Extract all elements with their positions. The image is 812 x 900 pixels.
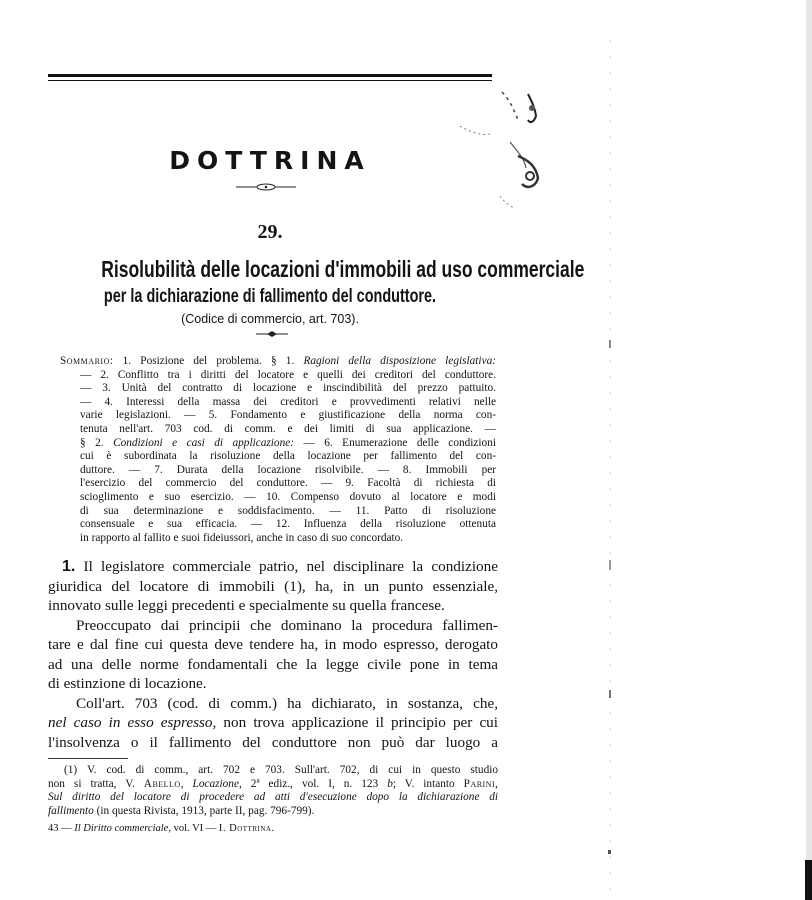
body-line: innovato sulle leggi precedenti e specialmente su quella francese. — [48, 597, 445, 614]
summary-line: — 4. Interessi della massa dei creditori e provvedimenti relativi nelle — [80, 395, 496, 408]
summary-line: consensuale e sua efficacia. — 12. Influenza della risoluzione ottenuta — [80, 518, 496, 531]
body-line: l'insolvenza o il fallimento del conduttore non può dar luogo a — [48, 733, 498, 751]
scan-margin-dots — [600, 40, 620, 900]
body-line: di estinzione di locazione. — [48, 675, 207, 692]
footnote-rule — [48, 758, 128, 759]
summary-line: cui è subordinata la risoluzione della locazione per fallimento del con- — [80, 450, 496, 463]
top-rule-thin — [48, 80, 492, 81]
footnote-block — [48, 764, 498, 818]
journal-name: Il Diritto commerciale — [74, 823, 169, 834]
body-line: nel caso in esso espresso, non trova applicazione il principio per cui — [48, 714, 498, 731]
summary-line: duttore. — 7. Durata della locazione risolvibile. — 8. Immobili per — [80, 463, 496, 476]
summary-line: varie legislazioni. — 5. Fondamento e giustificazione della norma con- — [80, 409, 496, 422]
body-line: ad una delle norme fondamentali che la legge civile pone in tema — [48, 655, 498, 673]
summary-label: Sommario: — [60, 355, 114, 367]
summary-line: in rapporto al fallito e suoi fideiussori, anche in caso di suo concordato. — [80, 531, 404, 544]
summary-line: scioglimento e suo esercizio. — 10. Compenso dovuto al locatore e modi — [80, 490, 496, 503]
ornament-divider — [236, 183, 296, 191]
scan-stain — [440, 86, 550, 216]
body-line: Coll'art. 703 (cod. di comm.) ha dichiarato, in sostanza, che, — [76, 694, 498, 712]
paragraph-number: 1. — [62, 558, 76, 575]
article-title-line-1: Risolubilità delle locazioni d'immobili ad uso commerciale — [101, 256, 585, 282]
summary-line: — 2. Conflitto tra i diritti del locatore e quelli dei creditori del conduttore. — [80, 368, 496, 381]
summary-line: Sommario: 1. Posizione del problema. § 1. Ragioni della disposizione legislativa: — [60, 355, 496, 367]
footnote-line: non si tratta, V. Abello, Locazione, 2ª ediz., vol. I, n. 123 b; V. intanto Parini, — [48, 777, 498, 790]
section-header: DOTTRINA — [169, 146, 371, 175]
footnote-line: Sul diritto del locatore di procedere ad atti d'esecuzione dopo la dichiarazione di — [48, 791, 498, 804]
summary-line: — 3. Unità del contratto di locazione e inscindibilità del prezzo pattuito. — [80, 382, 496, 395]
page-edge — [798, 0, 812, 900]
summary-line: di sua determinazione e soddisfacimento. — 11. Patto di risoluzione — [80, 504, 496, 517]
journal-section: I. Dottrina. — [218, 823, 275, 834]
page-footer: 43 — Il Diritto commerciale, vol. VI — I. Dottrina. — [48, 823, 275, 834]
footnote-line: fallimento (in questa Rivista, 1913, parte II, pag. 796-799). — [48, 804, 315, 817]
article-subtitle: (Codice di commercio, art. 703). — [181, 312, 359, 326]
summary-line: § 2. Condizioni e casi di applicazione: — 6. Enumerazione delle condizioni — [80, 436, 496, 449]
body-line: giuridica del locatore di immobili (1), ha, in un punto essenziale, — [48, 577, 498, 595]
body-line: 1. Il legislatore commerciale patrio, nel disciplinare la condizione — [62, 558, 498, 575]
article-title-line-2: per la dichiarazione di fallimento del conduttore. — [103, 286, 437, 307]
body-text — [48, 557, 498, 752]
summary-line: l'esercizio del commercio del conduttore. — 9. Facoltà di richiesta di — [80, 477, 496, 490]
article-number: 29. — [257, 221, 283, 243]
ornament-small — [256, 331, 288, 337]
summary-line: tenuta nell'art. 703 cod. di comm. e dei limiti di sua applicazione. — — [80, 422, 496, 435]
top-rule — [48, 74, 492, 77]
footnote-line: (1) V. cod. di comm., art. 702 e 703. Sull'art. 702, di cui in questo studio — [64, 764, 498, 776]
summary-block — [48, 355, 496, 545]
body-line: tare e dal fine cui questa deve tendere ha, in modo espresso, derogato — [48, 636, 498, 653]
page-number: 43 — [48, 823, 59, 834]
journal-volume: vol. VI — [173, 823, 204, 834]
body-line: Preoccupato dai principii che dominano la procedura fallimen- — [76, 616, 498, 634]
